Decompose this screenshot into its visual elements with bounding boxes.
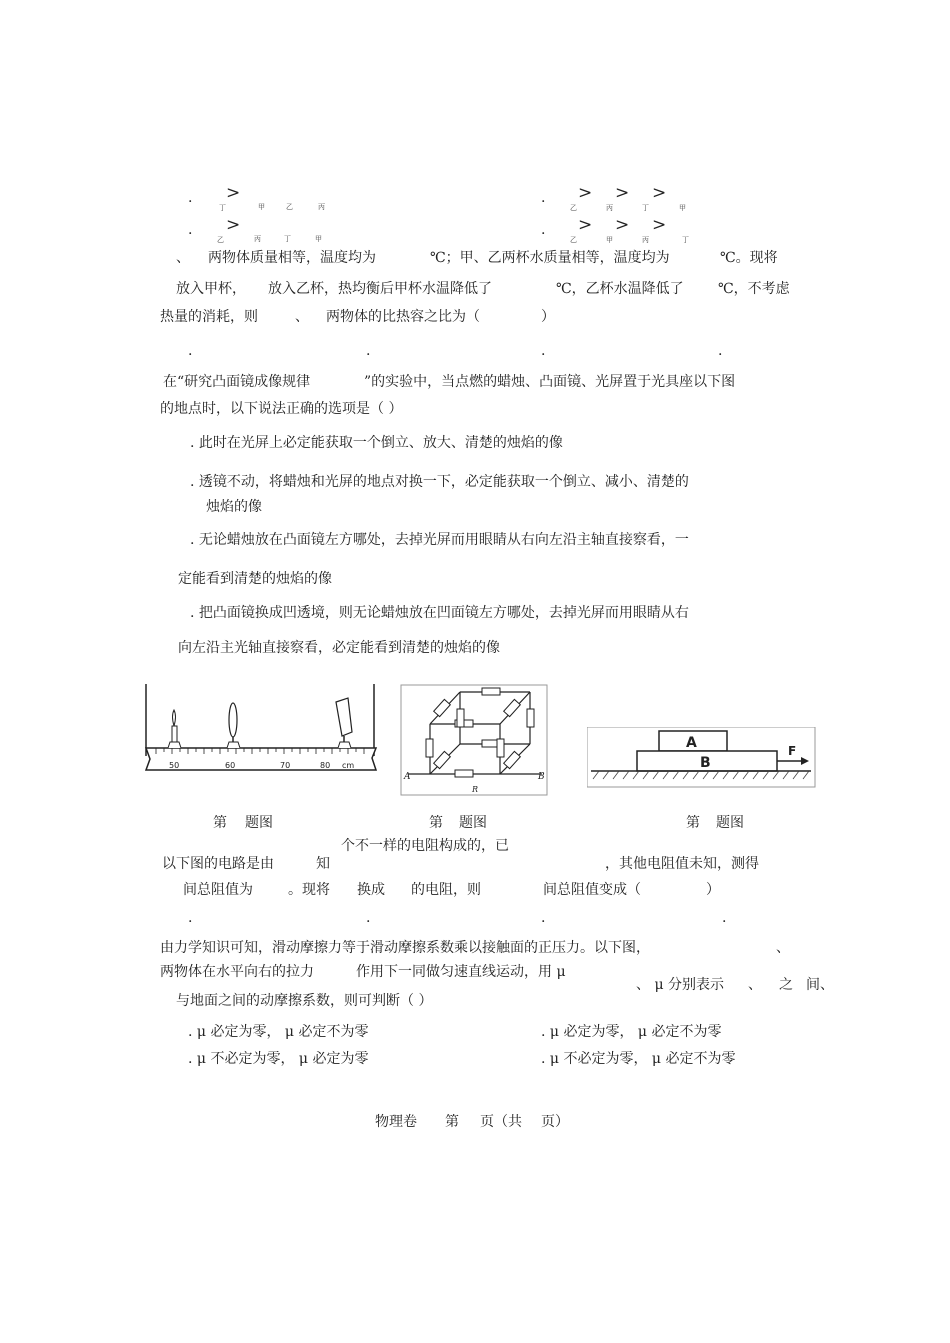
friction-text: 、 — [748, 977, 762, 993]
lens-option-c-cont: 定能看到清楚的烛焰的像 — [178, 571, 332, 587]
figure-caption: 题图 — [245, 815, 273, 831]
lens-option-d: . 把凸面镜换成凹透境，则无论蜡烛放在凹面镜左方哪处，去掉光屏而用眼睛从右 — [190, 605, 689, 621]
figure-caption: 题图 — [459, 815, 487, 831]
lens-icon — [227, 703, 240, 748]
option-a-marker: . — [188, 190, 193, 206]
heat-text: 、 — [295, 309, 309, 325]
block-a-label: A — [686, 735, 697, 751]
friction-option-c: . μ 不必定为零， μ 必定为零 — [188, 1051, 369, 1067]
friction-text: 间、 — [806, 977, 834, 993]
friction-option-b: . μ 必定为零， μ 必定不为零 — [541, 1024, 722, 1040]
friction-text: 之 — [779, 977, 793, 993]
figure-caption: 第 — [213, 815, 227, 831]
friction-option-d: . μ 不必定为零， μ 必定不为零 — [541, 1051, 736, 1067]
heat-text: 两物体的比热容之比为（ — [326, 309, 480, 325]
gt-sign: > — [652, 215, 667, 235]
subscript: 丁 — [642, 204, 649, 212]
circuit-text: 以下图的电路是由 — [162, 856, 274, 872]
bench-tick-label: cm — [342, 761, 355, 770]
footer-subject: 物理卷 — [375, 1114, 417, 1130]
subscript: 丁 — [284, 235, 291, 243]
friction-text: 、 — [776, 940, 790, 956]
subscript: 乙 — [570, 236, 577, 244]
subscript: 乙 — [217, 236, 224, 244]
heat-text: ） — [541, 309, 555, 325]
footer-page: 第 — [445, 1114, 459, 1130]
option-marker: . — [541, 910, 546, 926]
heat-text: ℃，乙杯水温降低了 — [556, 281, 684, 297]
terminal-a-label: A — [404, 772, 411, 782]
subscript: 甲 — [606, 236, 613, 244]
subscript: 甲 — [679, 204, 686, 212]
gt-sign: > — [578, 215, 593, 235]
friction-text: 作用下一同做匀速直线运动，用 μ — [356, 964, 566, 980]
figure-caption: 题图 — [716, 815, 744, 831]
option-marker: . — [718, 343, 723, 359]
figure-caption: 第 — [686, 815, 700, 831]
heat-text: ℃。现将 — [720, 250, 778, 266]
option-marker: . — [541, 343, 546, 359]
blocks-force-figure — [587, 727, 817, 789]
friction-text: 由力学知识可知，滑动摩擦力等于滑动摩擦系数乘以接触面的正压力。以下图， — [160, 940, 650, 956]
circuit-text: ） — [706, 882, 720, 898]
option-c-marker: . — [188, 222, 193, 238]
gt-sign: > — [226, 215, 241, 235]
gt-sign: > — [578, 183, 593, 203]
circuit-text: 间总阻值变成（ — [543, 882, 641, 898]
friction-option-a: . μ 必定为零， μ 必定不为零 — [188, 1024, 369, 1040]
option-marker: . — [188, 910, 193, 926]
circuit-text: 的电阻，则 — [411, 882, 481, 898]
friction-text: 与地面之间的动摩擦系数，则可判断（ ） — [176, 993, 433, 1009]
option-d-marker: . — [541, 222, 546, 238]
terminal-b-label: B — [538, 772, 545, 782]
lens-text: ”的实验中，当点燃的蜡烛、凸面镜、光屏置于光具座以下图 — [364, 374, 736, 390]
friction-text: 两物体在水平向右的拉力 — [160, 964, 314, 980]
ground-hatching — [593, 771, 809, 779]
resistor-label: R — [472, 785, 479, 794]
heat-text: 热量的消耗，则 — [160, 309, 258, 325]
bench-tick-label: 80 — [320, 761, 331, 770]
lens-option-d-cont: 向左沿主光轴直接察看，必定能看到清楚的烛焰的像 — [178, 640, 500, 656]
circuit-text: 个不一样的电阻构成的，已 — [341, 838, 509, 854]
subscript: 甲 — [315, 235, 322, 243]
option-marker: . — [188, 343, 193, 359]
subscript: 乙 — [286, 203, 293, 211]
lens-text: 在“研究凸面镜成像规律 — [163, 374, 311, 390]
subscript: 丁 — [219, 204, 226, 212]
heat-text: 放入甲杯， — [176, 281, 246, 297]
option-marker: . — [366, 343, 371, 359]
footer-page: 页） — [541, 1114, 569, 1130]
heat-text: ℃，不考虑 — [718, 281, 790, 297]
optical-bench-figure — [144, 684, 378, 776]
gt-sign: > — [615, 183, 630, 203]
lens-option-b: . 透镜不动，将蜡烛和光屏的地点对换一下，必定能获取一个倒立、减小、清楚的 — [190, 474, 689, 490]
force-arrow-icon — [777, 757, 809, 765]
heat-text: 放入乙杯，热均衡后甲杯水温降低了 — [268, 281, 492, 297]
circuit-text: 换成 — [357, 882, 385, 898]
lens-option-b-cont: 烛焰的像 — [206, 499, 262, 515]
subscript: 乙 — [570, 204, 577, 212]
candle-icon — [168, 710, 181, 748]
resistor-symbols — [426, 688, 534, 777]
bench-tick-label: 50 — [169, 761, 180, 770]
screen-icon — [336, 698, 352, 748]
lens-option-c: . 无论蜡烛放在凸面镜左方哪处，去掉光屏而用眼睛从右向左沿主轴直接察看，一 — [190, 532, 689, 548]
circuit-text: 间总阻值为 — [183, 882, 253, 898]
option-marker: . — [722, 910, 727, 926]
subscript: 丙 — [642, 236, 649, 244]
footer-page: 页（共 — [480, 1114, 522, 1130]
heat-text: ℃；甲、乙两杯水质量相等，温度均为 — [430, 250, 670, 266]
friction-text: 、 μ 分别表示 — [636, 977, 724, 993]
figure-caption: 第 — [429, 815, 443, 831]
bench-tick-label: 60 — [225, 761, 236, 770]
option-marker: . — [366, 910, 371, 926]
option-b-marker: . — [541, 190, 546, 206]
lens-option-a: . 此时在光屏上必定能获取一个倒立、放大、清楚的烛焰的像 — [190, 435, 563, 451]
subscript: 甲 — [258, 203, 265, 211]
subscript: 丙 — [318, 203, 325, 211]
resistor-circuit-figure — [400, 684, 550, 804]
subscript: 丙 — [254, 235, 261, 243]
subscript: 丁 — [682, 236, 689, 244]
circuit-text: 知 — [316, 856, 330, 872]
heat-text: 两物体质量相等，温度均为 — [208, 250, 376, 266]
bench-tick-label: 70 — [280, 761, 291, 770]
circuit-text: ，其他电阻值未知，测得 — [605, 856, 759, 872]
force-label: F — [788, 744, 797, 758]
lens-text: 的地点时，以下说法正确的选项是（ ） — [160, 401, 403, 417]
subscript: 丙 — [606, 204, 613, 212]
block-b-label: B — [700, 755, 711, 771]
circuit-text: 。现将 — [288, 882, 330, 898]
gt-sign: > — [615, 215, 630, 235]
gt-sign: > — [652, 183, 667, 203]
gt-sign: > — [226, 183, 241, 203]
heat-text: 、 — [176, 250, 190, 266]
